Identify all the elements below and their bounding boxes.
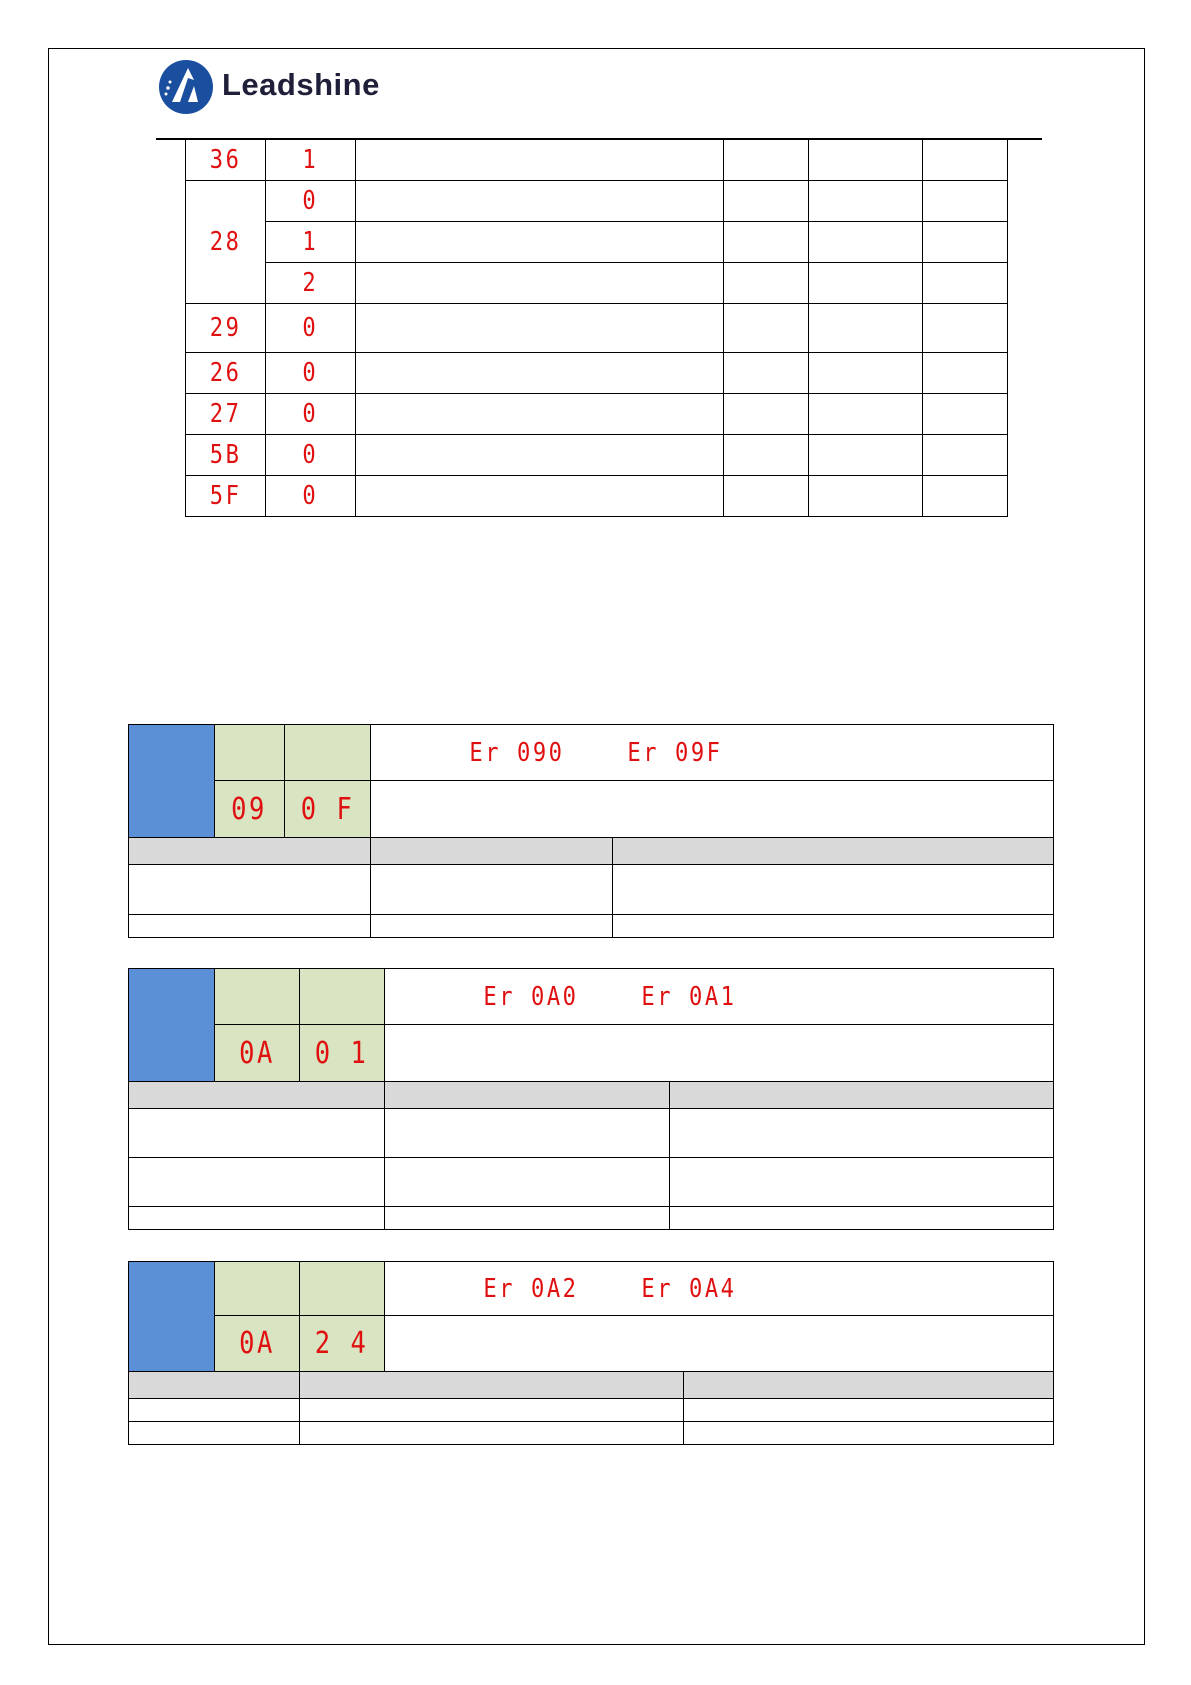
main-code-header [215, 725, 285, 781]
sub-code-cell: 2 [266, 263, 356, 304]
leadshine-logo-icon [158, 58, 214, 116]
alarm-code-row [129, 781, 1054, 838]
sub-code-header [300, 969, 385, 1025]
table-row [129, 1109, 1054, 1158]
table-row [129, 1399, 1054, 1422]
table-row [129, 1207, 1054, 1230]
alarm-block [128, 724, 1054, 938]
column-header [670, 1082, 1054, 1109]
alarm-label-cell [129, 725, 215, 838]
description-cell [356, 140, 724, 181]
display-codes-cell [371, 725, 1054, 781]
code-cell: 28 [186, 181, 266, 304]
table-row [186, 181, 1008, 222]
sub-code-cell: 0 [266, 353, 356, 394]
alarm-header-row [129, 725, 1054, 781]
code-cell: 5B [186, 435, 266, 476]
table-cell [129, 1399, 300, 1422]
alarm-table-header [129, 1372, 1054, 1399]
table-cell [724, 353, 809, 394]
table-cell [923, 222, 1008, 263]
table-cell [809, 394, 923, 435]
segment-display: Er 0A2 [483, 1273, 579, 1304]
alarm-block [128, 968, 1054, 1230]
table-row [129, 1422, 1054, 1445]
table-cell [300, 1399, 684, 1422]
code-cell: 26 [186, 353, 266, 394]
sub-code-cell: 0 [266, 476, 356, 517]
table-cell [385, 1207, 670, 1230]
table-cell [809, 435, 923, 476]
column-header [684, 1372, 1054, 1399]
alarm-table-header [129, 1082, 1054, 1109]
table-cell [809, 263, 923, 304]
segment-display: Er 0A1 [641, 981, 737, 1012]
table-cell [724, 263, 809, 304]
sub-code-cell: 0 [266, 394, 356, 435]
table-row [186, 394, 1008, 435]
table-cell [129, 865, 371, 915]
code-cell: 27 [186, 394, 266, 435]
column-header [613, 838, 1054, 865]
table-row [186, 304, 1008, 353]
table-row [129, 1158, 1054, 1207]
main-code-cell: 0A [215, 1025, 300, 1082]
description-cell [356, 394, 724, 435]
table-cell [385, 1158, 670, 1207]
alarm-table-header [129, 838, 1054, 865]
table-cell [809, 353, 923, 394]
brand-logo [158, 58, 398, 118]
table-cell [129, 1422, 300, 1445]
table-cell [385, 1109, 670, 1158]
table-cell [684, 1399, 1054, 1422]
table-cell [809, 222, 923, 263]
sub-code-header [285, 725, 371, 781]
table-cell [809, 476, 923, 517]
alarm-name-cell [385, 1025, 1054, 1082]
table-cell [724, 181, 809, 222]
description-cell [356, 435, 724, 476]
code-cell: 5F [186, 476, 266, 517]
description-cell [356, 263, 724, 304]
sub-code-cell: 2 4 [300, 1316, 385, 1372]
table-cell [371, 915, 613, 938]
sub-code-cell: 0 [266, 181, 356, 222]
segment-display: Er 090 [469, 737, 565, 768]
main-code-cell: 0A [215, 1316, 300, 1372]
description-cell [356, 222, 724, 263]
column-header [300, 1372, 684, 1399]
table-cell [923, 304, 1008, 353]
table-cell [724, 394, 809, 435]
table-cell [923, 181, 1008, 222]
sub-code-cell: 0 [266, 304, 356, 353]
segment-display: Er 09F [627, 737, 723, 768]
table-cell [724, 476, 809, 517]
alarm-header-row [129, 1262, 1054, 1316]
alarm-name-cell [385, 1316, 1054, 1372]
table-cell [923, 394, 1008, 435]
table-row [186, 222, 1008, 263]
table-cell [613, 865, 1054, 915]
alarm-block [128, 1261, 1054, 1445]
table-cell [809, 304, 923, 353]
table-cell [371, 865, 613, 915]
table-row [129, 915, 1054, 938]
code-cell: 29 [186, 304, 266, 353]
table-cell [670, 1158, 1054, 1207]
alarm-code-row [129, 1316, 1054, 1372]
column-header [371, 838, 613, 865]
table-cell [923, 435, 1008, 476]
table-cell [670, 1109, 1054, 1158]
table-cell [724, 222, 809, 263]
sub-code-cell: 0 F [285, 781, 371, 838]
description-cell [356, 304, 724, 353]
description-cell [356, 353, 724, 394]
segment-display: Er 0A4 [641, 1273, 737, 1304]
table-cell [129, 1109, 385, 1158]
main-code-cell: 09 [215, 781, 285, 838]
sub-code-cell: 0 1 [300, 1025, 385, 1082]
segment-display: Er 0A0 [483, 981, 579, 1012]
table-cell [300, 1422, 684, 1445]
table-cell [809, 181, 923, 222]
code-table [185, 139, 1008, 517]
table-cell [129, 1158, 385, 1207]
main-code-header [215, 1262, 300, 1316]
alarm-label-cell [129, 1262, 215, 1372]
brand-name: Leadshine [222, 67, 380, 102]
column-header [129, 1082, 385, 1109]
table-cell [923, 476, 1008, 517]
alarm-code-row [129, 1025, 1054, 1082]
display-codes-cell [385, 1262, 1054, 1316]
table-cell [129, 915, 371, 938]
table-row [186, 140, 1008, 181]
table-cell [809, 140, 923, 181]
table-cell [724, 304, 809, 353]
table-cell [129, 1207, 385, 1230]
table-row [186, 435, 1008, 476]
display-codes-cell [385, 969, 1054, 1025]
table-cell [923, 353, 1008, 394]
table-cell [684, 1422, 1054, 1445]
table-row [129, 865, 1054, 915]
alarm-name-cell [371, 781, 1054, 838]
table-cell [670, 1207, 1054, 1230]
table-cell [724, 435, 809, 476]
description-cell [356, 476, 724, 517]
alarm-label-cell [129, 969, 215, 1082]
sub-code-cell: 1 [266, 140, 356, 181]
column-header [129, 1372, 300, 1399]
sub-code-header [300, 1262, 385, 1316]
sub-code-cell: 1 [266, 222, 356, 263]
table-row [186, 263, 1008, 304]
table-row [186, 476, 1008, 517]
table-cell [923, 263, 1008, 304]
table-cell [724, 140, 809, 181]
code-cell: 36 [186, 140, 266, 181]
table-cell [923, 140, 1008, 181]
column-header [129, 838, 371, 865]
alarm-header-row [129, 969, 1054, 1025]
table-cell [613, 915, 1054, 938]
table-row [186, 353, 1008, 394]
main-code-header [215, 969, 300, 1025]
sub-code-cell: 0 [266, 435, 356, 476]
column-header [385, 1082, 670, 1109]
description-cell [356, 181, 724, 222]
